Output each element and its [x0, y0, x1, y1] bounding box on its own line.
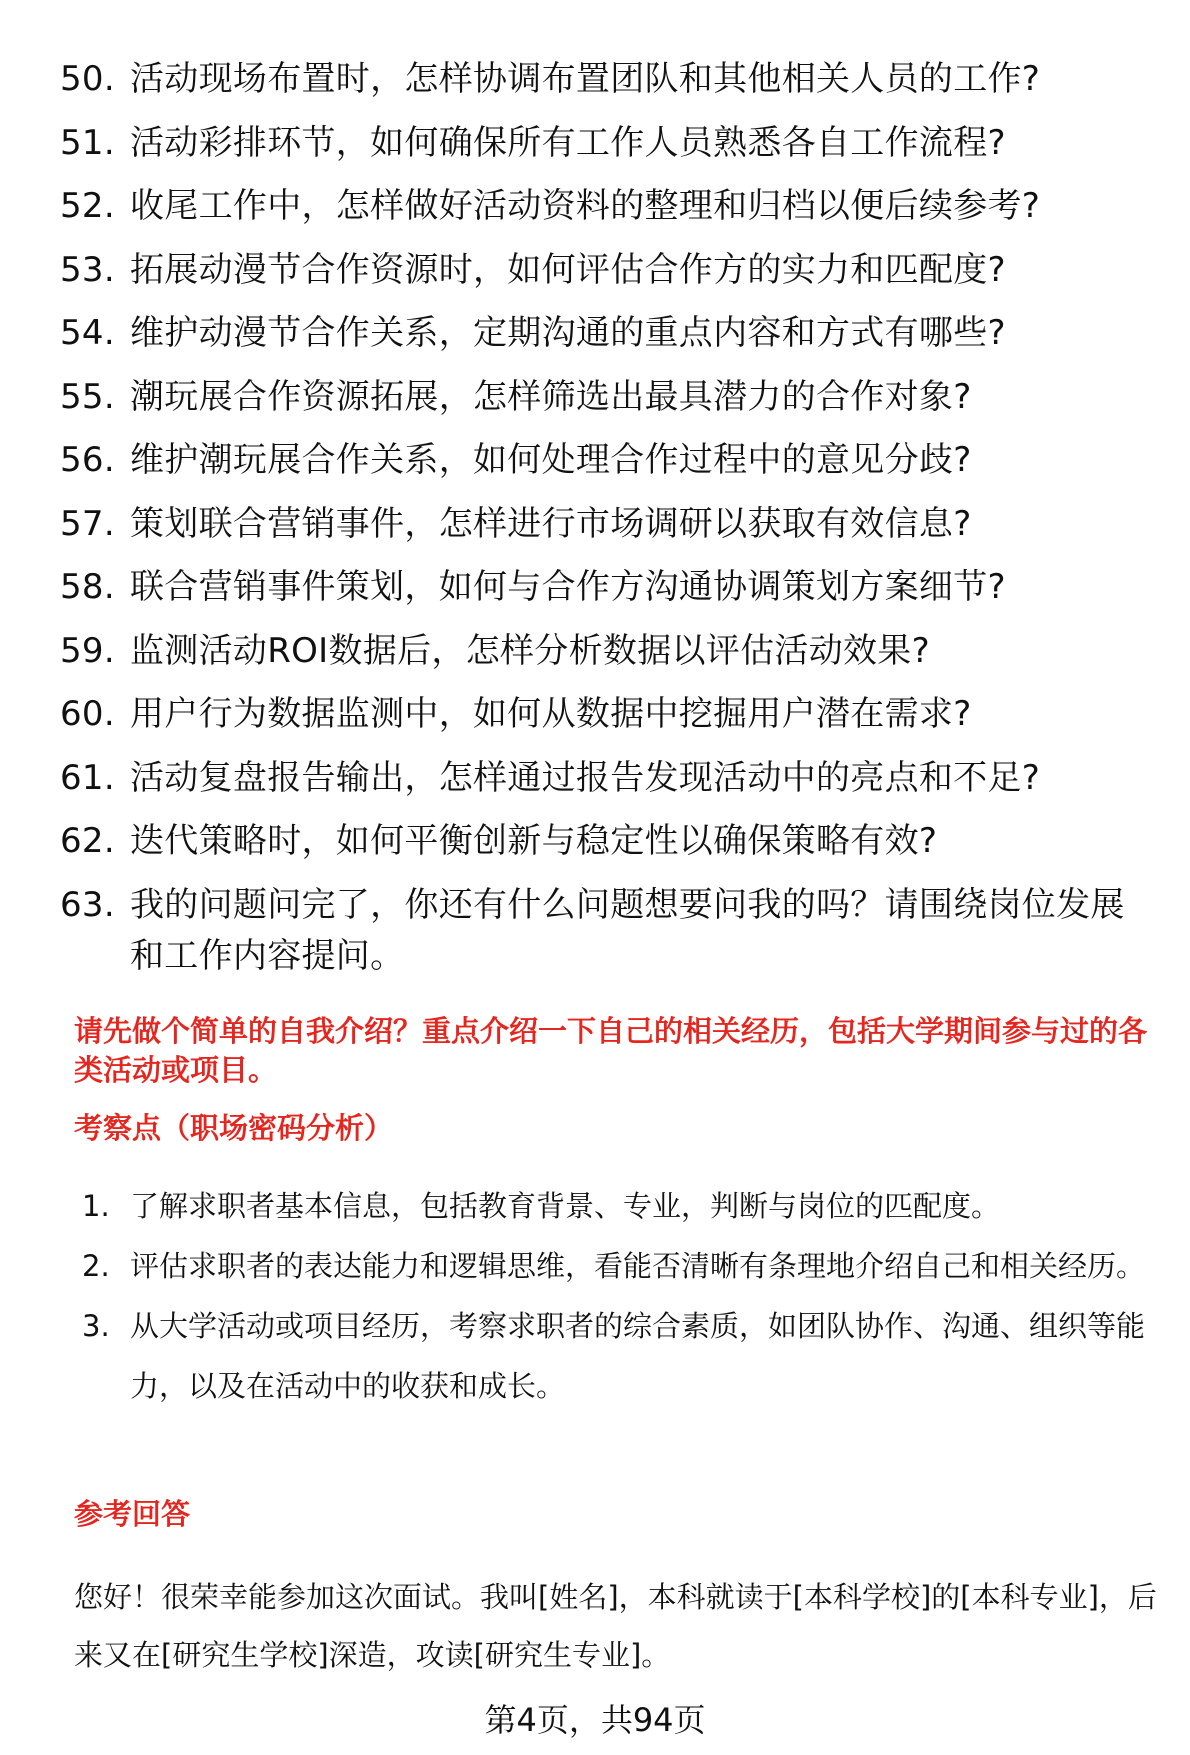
question-number: 63.: [60, 884, 115, 925]
question-item: [60, 880, 1155, 982]
question-item: [60, 118, 1155, 169]
list-item: [82, 1176, 1162, 1236]
question-number: 57.: [60, 503, 115, 544]
question-number: 54.: [60, 313, 115, 353]
question-number: 53.: [60, 249, 115, 290]
question-text: 活动现场布置时，怎样协调布置团队和其他相关人员的工作?: [130, 59, 1041, 99]
list-item-number: 3.: [82, 1309, 110, 1343]
question-item: [60, 816, 1155, 867]
question-item: [60, 689, 1155, 740]
question-text: 活动彩排环节，如何确保所有工作人员熟悉各自工作流程?: [130, 122, 1006, 163]
question-list: [60, 54, 1155, 994]
question-text: 维护潮玩展合作关系，如何处理合作过程中的意见分歧?: [130, 440, 972, 480]
list-item-text: 评估求职者的表达能力和逻辑思维，看能否清晰有条理地介绍自己和相关经历。: [130, 1249, 1146, 1283]
question-number: 52.: [60, 186, 115, 226]
page-number: 第4页，共94页: [484, 1701, 706, 1739]
question-number: 56.: [60, 440, 115, 480]
question-number: 50.: [60, 59, 115, 99]
question-item: [60, 499, 1155, 550]
list-item-text: 了解求职者基本信息，包括教育背景、专业，判断与岗位的匹配度。: [130, 1189, 1001, 1223]
question-item: [60, 626, 1155, 677]
question-item: [60, 753, 1155, 804]
question-item: [60, 435, 1155, 486]
question-text: 用户行为数据监测中，如何从数据中挖掘用户潜在需求?: [130, 694, 972, 734]
list-item-number: 2.: [82, 1249, 110, 1283]
question-number: 58.: [60, 567, 115, 607]
question-text: 活动复盘报告输出，怎样通过报告发现活动中的亮点和不足?: [130, 757, 1041, 798]
question-number: 55.: [60, 376, 115, 417]
question-text: 我的问题问完了，你还有什么问题想要问我的吗？请围绕岗位发展和工作内容提问。: [130, 884, 1125, 976]
question-text: 潮玩展合作资源拓展，怎样筛选出最具潜力的合作对象?: [130, 376, 972, 417]
list-item-text: 从大学活动或项目经历，考察求职者的综合素质，如团队协作、沟通、组织等能力，以及在活动中的收获和成长。: [130, 1309, 1146, 1403]
question-item: [60, 54, 1155, 105]
question-number: 59.: [60, 630, 115, 671]
question-item: [60, 372, 1155, 423]
question-text: 拓展动漫节合作资源时，如何评估合作方的实力和匹配度?: [130, 249, 1006, 290]
question-item: [60, 308, 1155, 359]
question-number: 62.: [60, 821, 115, 861]
reference-answer-heading: 参考回答: [74, 1497, 191, 1531]
list-item: [82, 1296, 1162, 1416]
list-item-number: 1.: [82, 1189, 110, 1223]
question-text: 策划联合营销事件，怎样进行市场调研以获取有效信息?: [130, 503, 972, 544]
list-item: [82, 1236, 1162, 1296]
question-number: 61.: [60, 757, 115, 798]
assessment-points-list: [82, 1176, 1162, 1416]
assessment-points-heading: 考察点（职场密码分析）: [74, 1111, 394, 1145]
question-item: [60, 181, 1155, 232]
question-text: 监测活动ROI数据后，怎样分析数据以评估活动效果?: [130, 630, 930, 671]
question-text: 迭代策略时，如何平衡创新与稳定性以确保策略有效?: [130, 821, 938, 861]
interview-prompt: 请先做个简单的自我介绍？重点介绍一下自己的相关经历，包括大学期间参与过的各类活动或项目。: [74, 1014, 1148, 1087]
question-text: 收尾工作中，怎样做好活动资料的整理和归档以便后续参考?: [130, 186, 1041, 226]
question-item: [60, 562, 1155, 613]
question-text: 维护动漫节合作关系，定期沟通的重点内容和方式有哪些?: [130, 313, 1006, 353]
question-text: 联合营销事件策划，如何与合作方沟通协调策划方案细节?: [130, 567, 1006, 607]
question-item: [60, 245, 1155, 296]
question-number: 60.: [60, 694, 115, 734]
reference-answer-text: 您好！很荣幸能参加这次面试。我叫[姓名]，本科就读于[本科学校]的[本科专业]，后来又在[研究生学校]深造，攻读[研究生专业]。: [74, 1580, 1157, 1672]
question-number: 51.: [60, 122, 115, 163]
